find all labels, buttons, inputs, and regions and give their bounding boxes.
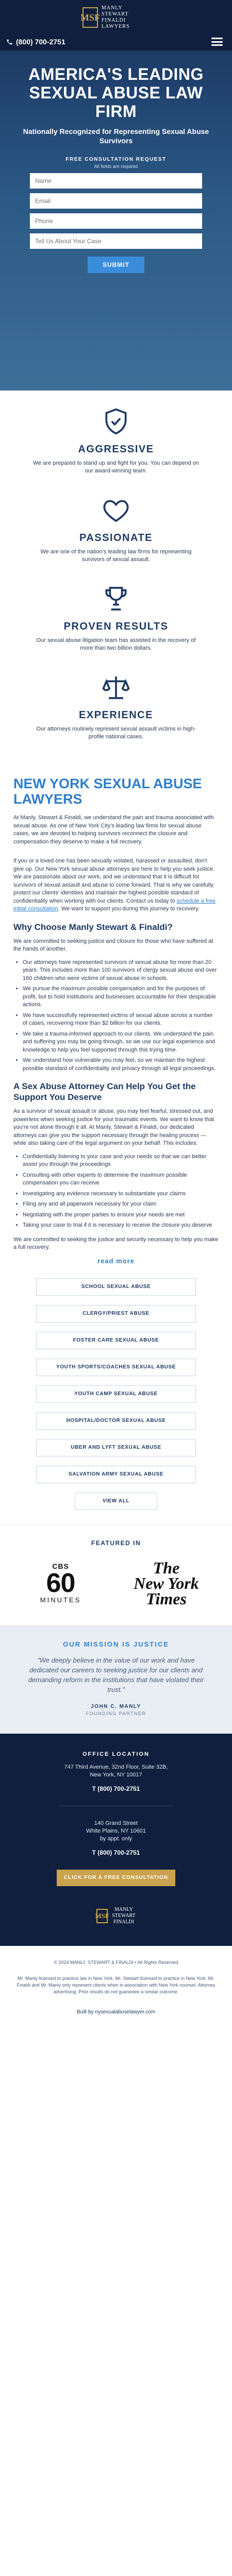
menu-bar <box>211 41 223 43</box>
office-address-white-plains <box>21 1820 211 1843</box>
list-item: • Consulting with other experts to determine the maximum possible compensation you can receive <box>23 1172 219 1188</box>
list-item: • We take a trauma-informed approach to our clients. We understand the pain and suffering you may be going through, so we use our legal experience and knowledge to help you feel supported through this trying time. <box>23 1030 219 1055</box>
feature-title: AGGRESSIVE <box>78 444 154 455</box>
shield-icon <box>102 407 130 436</box>
practice-hospital-doctor-button[interactable]: HOSPITAL/DOCTOR SEXUAL ABUSE <box>36 1412 196 1430</box>
mission-author: JOHN C. MANLY <box>91 1703 141 1709</box>
paragraph-text: If you or a loved one has been sexually violated, harassed or assaulted, don't give up. Our New York sexual abuse attorneys are here to help you seek justice. We are passionate about our work, and we understand that it is difficult for survivors of sexual assault and abuse to come forward. That is why we carefully protect our clients' identities and maintain the highest possible standard of confidentiality when working with our clients. Contact us today to <box>13 858 215 904</box>
consultation-form <box>14 157 218 273</box>
site-logo[interactable] <box>82 4 150 31</box>
list-item: • We understand how vulnerable you may feel, so we maintain the highest possible standard of confidentiality and privacy through all legal proceedings. <box>23 1057 219 1073</box>
article-heading: NEW YORK SEXUAL ABUSE LAWYERS <box>13 776 202 807</box>
phone-input[interactable] <box>30 213 202 229</box>
features-section <box>0 391 232 767</box>
mission-author-role: FOUNDING PARTNER <box>86 1710 146 1716</box>
cbs-logo-number: 60 <box>46 1568 75 1598</box>
site-header <box>0 0 232 50</box>
disclaimer-text: Mr. Manly licensed to practice law in New York. Mr. Stewart licensed to practice in New York. Mr. Finaldi and Mr. Manly only represent clients when in association with New York counsel. Attorney advertising. Prior results do not guarantee a similar outcome. <box>16 1975 216 1994</box>
mission-title: OUR MISSION IS JUSTICE <box>63 1640 169 1648</box>
menu-bar <box>211 38 223 39</box>
logo-text <box>102 5 130 30</box>
form-title: FREE CONSULTATION REQUEST <box>65 157 167 162</box>
practice-uber-lyft-button[interactable]: UBER AND LYFT SEXUAL ABUSE <box>36 1439 196 1456</box>
hamburger-menu-button[interactable] <box>208 35 226 48</box>
hero-title: AMERICA'S LEADING SEXUAL ABUSE LAW FIRM <box>28 65 204 121</box>
list-item: • We have successfully represented victims of sexual abuse across a number of cases, recovering more than $2 billion for our clients. <box>23 1012 219 1028</box>
built-by-link[interactable]: Built by nysexualabuselawyer.com <box>76 2009 156 2015</box>
logo-line: STEWART <box>112 1912 136 1919</box>
free-consultation-button[interactable]: CLICK FOR A FREE CONSULTATION <box>57 1870 175 1886</box>
feature-text: We are prepared to stand up and fight for you. You can depend on our award-winning team. <box>32 460 200 474</box>
address-line: New York, NY 10017 <box>90 1771 142 1778</box>
list-item: • We pursue the maximum possible compensation and for the purposes of profit, but to hold institutions and businesses accountable for their despicable actions. <box>23 985 219 1009</box>
read-more-link[interactable]: read more <box>97 1257 135 1265</box>
logo-mark: MSF <box>96 1909 108 1923</box>
article-intro: At Manly, Stewart & Finaldi, we understand the pain and trauma associated with sexual abuse. As one of New York City's leading law firms for sexual abuse cases, we are devoted to helping survivors reconnect the closure and compensation they deserve to make a full recovery. <box>13 815 214 845</box>
feature-title: PROVEN RESULTS <box>63 621 169 632</box>
list-item: • Our attorneys have represented survivors of sexual abuse for more than 20 years. This includes more than 100 survivors of clergy sexual abuse and over 160 children who were victims of sexual abuse in schools. <box>23 959 219 983</box>
nyt-logo-line: The <box>153 1558 180 1577</box>
practice-salvation-army-button[interactable]: SALVATION ARMY SEXUAL ABUSE <box>36 1466 196 1483</box>
article-paragraph: We are committed to seeking justice and closure for those who have suffered at the hands of another. <box>13 938 213 952</box>
menu-bar <box>211 44 223 46</box>
practice-school-sexual-abuse-button[interactable]: SCHOOL SEXUAL ABUSE <box>36 1278 196 1296</box>
why-choose-heading: Why Choose Manly Stewart & Finaldi? <box>13 922 173 932</box>
office-phone-nyc-link[interactable]: T (800) 700-2751 <box>92 1785 140 1792</box>
attorney-help-heading: A Sex Abuse Attorney Can Help You Get the Support You Deserve <box>13 1081 196 1102</box>
heart-icon <box>102 496 130 524</box>
header-phone-link[interactable] <box>6 38 65 46</box>
article-section <box>0 767 232 1273</box>
message-input[interactable] <box>30 233 202 249</box>
form-subtitle: All fields are required <box>94 164 138 169</box>
copyright-text: © 2024 MANLY, STEWART & FINALDI • All Rights Reserved <box>54 1959 178 1965</box>
attorney-help-list <box>23 1153 219 1230</box>
practice-youth-camp-button[interactable]: YOUTH CAMP SEXUAL ABUSE <box>36 1385 196 1403</box>
logo-line: MANLY <box>114 1906 133 1912</box>
practice-clergy-abuse-button[interactable]: CLERGY/PRIEST ABUSE <box>36 1305 196 1323</box>
address-line: White Plains, NY 10601 <box>86 1827 146 1834</box>
logo-line: FINALDI <box>102 18 126 23</box>
office-phone-white-plains-link[interactable]: T (800) 700-2751 <box>92 1849 140 1856</box>
address-line: 747 Third Avenue, 32nd Floor, Suite 32B, <box>64 1764 168 1770</box>
article-paragraph: We are committed to seeking the justice and security necessary to help you make a full recovery. <box>13 1236 219 1250</box>
list-item: • Investigating any evidence necessary to substantiate your claims <box>23 1190 219 1198</box>
cbs-logo-minutes: MINUTES <box>40 1596 81 1604</box>
office-address-nyc <box>21 1764 211 1779</box>
header-phone: (800) 700-2751 <box>16 38 65 46</box>
article-paragraph <box>13 857 219 913</box>
free-consultation-link[interactable]: schedule a free initial consultation <box>13 897 216 912</box>
name-input[interactable] <box>30 173 202 189</box>
logo-mark: MSF <box>82 7 98 28</box>
feature-title: PASSIONATE <box>79 532 153 544</box>
submit-button[interactable]: SUBMIT <box>88 257 144 273</box>
list-item: • Confidentially listening to your case and your needs so that we can better assist you through the proceedings <box>23 1153 219 1169</box>
list-item: • Filing any and all paperwork necessary for your claim <box>23 1200 219 1209</box>
feature-title: EXPERIENCE <box>79 709 153 721</box>
list-item: • Negotiating with the proper parties to ensure your needs are met <box>23 1211 219 1219</box>
featured-in-section <box>0 1524 232 1625</box>
cbs-60-minutes-logo <box>27 1562 94 1604</box>
header-bar <box>0 33 232 50</box>
scale-icon <box>102 673 130 702</box>
hero-section <box>0 50 232 391</box>
cbs-logo-text: CBS <box>52 1562 69 1570</box>
email-input[interactable] <box>30 193 202 209</box>
list-item: • Taking your case to trial if it is necessary to receive the closure you deserve <box>23 1222 219 1230</box>
address-line: 140 Grand Street <box>94 1820 138 1826</box>
legal-section <box>0 1946 232 2037</box>
footer-logo-text <box>112 1907 136 1925</box>
feature-experience <box>31 673 201 741</box>
office-title: OFFICE LOCATION <box>82 1751 150 1757</box>
featured-in-label: FEATURED IN <box>91 1539 141 1547</box>
feature-text: Our sexual abuse litigation team has assisted in the recovery of more than two billion dollars. <box>36 637 196 651</box>
office-footer <box>0 1734 232 1946</box>
logo-line: MANLY <box>102 5 123 11</box>
trophy-icon <box>102 584 130 613</box>
new-york-times-logo <box>128 1560 205 1606</box>
nyt-logo-line: Times <box>146 1589 187 1608</box>
view-all-button[interactable]: VIEW ALL <box>75 1493 157 1510</box>
logo-line: LAWYERS <box>102 24 130 29</box>
address-line: by appt. only <box>100 1835 132 1842</box>
practice-areas-section <box>0 1273 232 1524</box>
feature-text: Our attorneys routinely represent sexual assault victims in high-profile national cases. <box>36 726 196 740</box>
nyt-logo-line: New York <box>134 1573 199 1592</box>
feature-text: We are one of the nation's leading law firms for representing survivors of sexual assault. <box>40 549 192 563</box>
feature-passionate <box>31 496 201 564</box>
practice-youth-sports-button[interactable]: YOUTH SPORTS/COACHES SEXUAL ABUSE <box>36 1359 196 1376</box>
practice-foster-care-button[interactable]: FOSTER CARE SEXUAL ABUSE <box>36 1332 196 1349</box>
mission-quote: "We deeply believe in the value of our work and have dedicated our careers to seeking justice for our clients and demanding reform in the institutions that have violated their trust." <box>28 1656 204 1693</box>
hero-subtitle: Nationally Recognized for Representing Sexual Abuse Survivors <box>23 127 209 145</box>
article-paragraph: As a survivor of sexual assault or abuse, you may feel fearful, stressed out, and powerless when seeking justice for your traumatic events. We want to know that you're not alone through it all. At Manly, Stewart & Finaldi, our dedicated attorneys can give you the support necessary through the healing process — while also taking care of the legal argument on your behalf. This includes: <box>13 1108 214 1146</box>
logo-line: FINALDI <box>113 1919 134 1925</box>
outlet-logos <box>10 1560 222 1606</box>
paragraph-text: . We want to support you during this journey to recovery. <box>58 906 200 912</box>
phone-icon <box>6 39 13 45</box>
logo-line: STEWART <box>102 11 129 17</box>
why-choose-list <box>23 959 219 1073</box>
mission-section <box>0 1625 232 1734</box>
footer-logo[interactable] <box>21 1907 211 1925</box>
feature-aggressive <box>31 407 201 475</box>
feature-proven-results <box>31 584 201 652</box>
